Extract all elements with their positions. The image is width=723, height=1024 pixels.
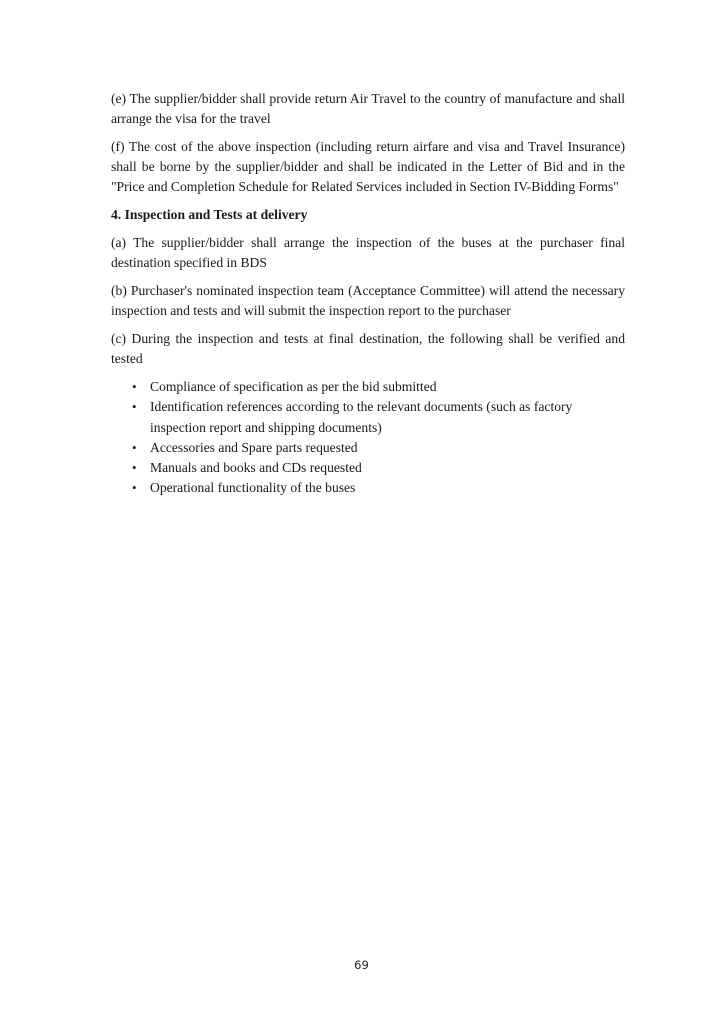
bullet-icon: • [132,439,137,455]
paragraph-e: (e) The supplier/bidder shall provide return Air Travel to the country of manufacture and shall arrange the visa for the travel [111,91,625,126]
list-item [111,458,625,478]
list-item [111,478,625,498]
bullet-icon: • [132,480,137,496]
verification-list [111,377,625,499]
list-item-text: Identification references according to the relevant documents (such as factory inspection report and shipping documents) [150,399,573,435]
list-item-text: Compliance of specification as per the bid submitted [150,379,437,394]
page-content [111,89,625,499]
paragraph-c: (c) During the inspection and tests at final destination, the following shall be verified and tested [111,331,625,366]
list-item-text: Accessories and Spare parts requested [150,439,358,455]
paragraph-b: (b) Purchaser's nominated inspection team (Acceptance Committee) will attend the necessary inspection and tests and will submit the inspection report to the purchaser [111,283,625,318]
bullet-icon: • [132,379,137,394]
list-item [111,438,625,458]
list-item-text: Manuals and books and CDs requested [150,460,362,476]
paragraph-f: (f) The cost of the above inspection (including return airfare and visa and Travel Insurance) shall be borne by the supplier/bidder and shall be indicated in the Letter of Bid and in the "Price and Completion Schedule for Related Services included in Section IV-Bidding Forms" [111,139,625,194]
section-heading: 4. Inspection and Tests at delivery [111,207,308,222]
list-item [111,397,625,438]
list-item [111,377,625,397]
bullet-icon: • [132,399,137,415]
page-number: 69 [354,958,369,972]
bullet-icon: • [132,460,137,476]
list-item-text: Operational functionality of the buses [150,480,356,496]
paragraph-a: (a) The supplier/bidder shall arrange the inspection of the buses at the purchaser final destination specified in BDS [111,235,625,270]
